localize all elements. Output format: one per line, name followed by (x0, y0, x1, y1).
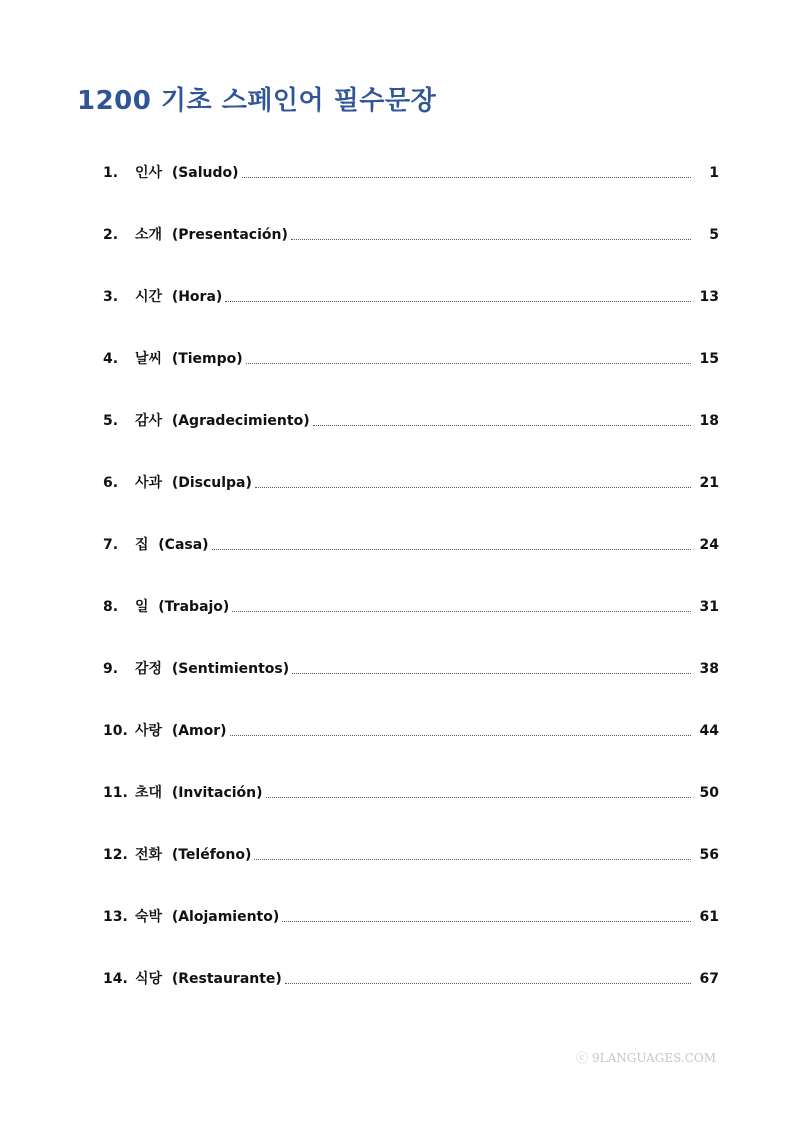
toc-entry-alojamiento[interactable] (103, 904, 719, 966)
toc-entry-amor[interactable] (103, 718, 719, 780)
toc-number: 6. (103, 475, 119, 491)
toc-label (135, 532, 209, 558)
toc-entry-saludo[interactable] (103, 160, 719, 222)
toc-spanish: (Trabajo) (158, 599, 230, 615)
toc-number: 13. (103, 909, 128, 925)
toc-label (135, 222, 288, 248)
toc-entry-trabajo[interactable] (103, 594, 719, 656)
toc-page-number: 21 (699, 475, 719, 491)
toc-entry-disculpa[interactable] (103, 470, 719, 532)
toc-korean: 집 (135, 537, 149, 553)
toc-korean: 식당 (135, 971, 163, 987)
toc-spanish: (Teléfono) (171, 847, 252, 863)
toc-number: 2. (103, 227, 119, 243)
toc-spanish: (Agradecimiento) (171, 413, 310, 429)
toc-label (135, 780, 263, 806)
toc-page-number: 18 (699, 413, 719, 429)
toc-korean: 사과 (135, 475, 163, 491)
toc-korean: 소개 (135, 227, 163, 243)
toc-page-number: 56 (699, 847, 719, 863)
toc-number: 3. (103, 289, 119, 305)
toc-label (135, 842, 251, 868)
toc-number: 12. (103, 847, 128, 863)
toc-page-number: 67 (699, 971, 719, 987)
toc-entry-hora[interactable] (103, 284, 719, 346)
toc-korean: 숙박 (135, 909, 163, 925)
toc-label (135, 470, 252, 496)
toc-label (135, 966, 282, 992)
dot-leader (291, 222, 691, 240)
toc-spanish: (Amor) (171, 723, 227, 739)
toc-korean: 날씨 (135, 351, 163, 367)
toc-number: 1. (103, 165, 119, 181)
document-title: 1200 기초 스페인어 필수문장 (77, 86, 437, 116)
toc-korean: 사랑 (135, 723, 163, 739)
toc-spanish: (Sentimientos) (171, 661, 290, 677)
toc-number: 10. (103, 723, 128, 739)
toc-spanish: (Saludo) (171, 165, 239, 181)
toc-korean: 초대 (135, 785, 163, 801)
dot-leader (225, 284, 691, 302)
toc-entry-invitacion[interactable] (103, 780, 719, 842)
toc-page-number: 13 (699, 289, 719, 305)
dot-leader (282, 904, 691, 922)
toc-label (135, 160, 239, 186)
dot-leader (232, 594, 691, 612)
toc-entry-telefono[interactable] (103, 842, 719, 904)
toc-spanish: (Hora) (171, 289, 223, 305)
toc-spanish: (Disculpa) (171, 475, 252, 491)
toc-spanish: (Presentación) (171, 227, 288, 243)
dot-leader (255, 470, 691, 488)
toc-label (135, 594, 229, 620)
dot-leader (313, 408, 691, 426)
toc-number: 8. (103, 599, 119, 615)
toc-page-number: 24 (699, 537, 719, 553)
toc-page-number: 15 (699, 351, 719, 367)
toc-korean: 감사 (135, 413, 163, 429)
toc-page-number: 38 (699, 661, 719, 677)
toc-korean: 일 (135, 599, 149, 615)
dot-leader (212, 532, 691, 550)
toc-entry-tiempo[interactable] (103, 346, 719, 408)
toc-page-number: 1 (709, 165, 719, 181)
toc-spanish: (Restaurante) (171, 971, 282, 987)
dot-leader (266, 780, 691, 798)
toc-entry-casa[interactable] (103, 532, 719, 594)
toc-entry-agradecimiento[interactable] (103, 408, 719, 470)
toc-page-number: 44 (699, 723, 719, 739)
toc-entry-sentimientos[interactable] (103, 656, 719, 718)
toc-label (135, 656, 289, 682)
toc-page-number: 61 (699, 909, 719, 925)
toc-number: 5. (103, 413, 119, 429)
table-of-contents (103, 160, 719, 1028)
toc-page-number: 31 (699, 599, 719, 615)
toc-entry-presentacion[interactable] (103, 222, 719, 284)
toc-korean: 인사 (135, 165, 163, 181)
toc-number: 9. (103, 661, 119, 677)
toc-label (135, 408, 310, 434)
dot-leader (230, 718, 691, 736)
dot-leader (254, 842, 691, 860)
toc-entry-restaurante[interactable] (103, 966, 719, 1028)
toc-spanish: (Invitación) (171, 785, 263, 801)
toc-spanish: (Casa) (158, 537, 209, 553)
toc-korean: 감정 (135, 661, 163, 677)
toc-number: 7. (103, 537, 119, 553)
toc-page-number: 50 (699, 785, 719, 801)
dot-leader (242, 160, 691, 178)
dot-leader (292, 656, 691, 674)
toc-label (135, 718, 227, 744)
toc-number: 14. (103, 971, 128, 987)
toc-label (135, 904, 279, 930)
toc-number: 11. (103, 785, 128, 801)
dot-leader (246, 346, 691, 364)
toc-korean: 전화 (135, 847, 163, 863)
toc-korean: 시간 (135, 289, 163, 305)
toc-label (135, 346, 243, 372)
dot-leader (285, 966, 691, 984)
toc-spanish: (Alojamiento) (171, 909, 280, 925)
toc-spanish: (Tiempo) (171, 351, 243, 367)
copyright-footer: ⓒ 9LANGUAGES.COM (576, 1051, 716, 1065)
toc-label (135, 284, 222, 310)
toc-number: 4. (103, 351, 119, 367)
toc-page-number: 5 (709, 227, 719, 243)
